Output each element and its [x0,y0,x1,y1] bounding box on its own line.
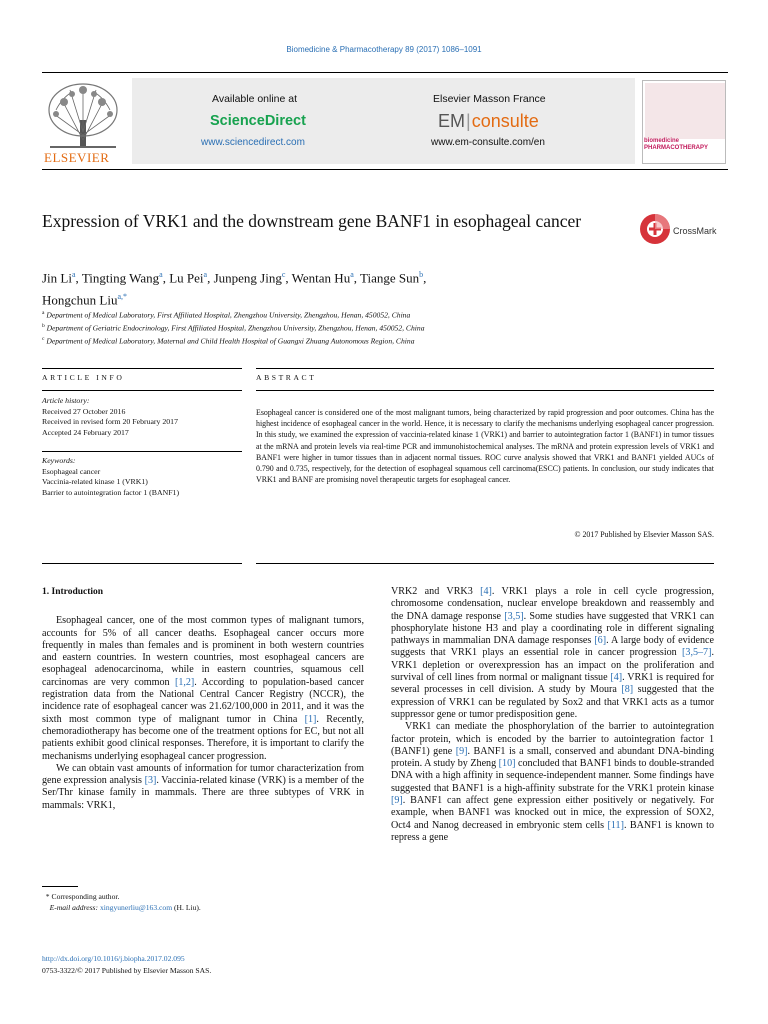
abstract-rule [256,368,714,369]
em-logo-right: consulte [471,111,539,131]
author-name: Tingting Wang [81,270,160,286]
author-affiliation-mark[interactable]: a [159,270,163,279]
info-rule-2 [42,390,242,391]
author-name: Lu Pei [169,270,204,286]
paragraph: VRK2 and VRK3 [4]. VRK1 plays a role in cell cycle progression, chromosome condensation, nuclear envelope breakdown and reassembly and the DNA damage response [3,5]. Some studies have suggested that VRK1 can phosphorylate histone H3 and play a coordinating role in different signaling pathways in mammalian DNA damage responses [6]. A large body of evidence suggests that VRK1 plays an essential role in cancer progression [3,5–7]. VRK1 depletion or overexpression has an impact on the proliferation and survival of cell lines from normal or malignant tissue [4]. VRK1 is required for several processes in cell division. A study by Moura [8] suggested that the expression of VRK1 can be regulated by Sox2 and that VRK1 acts as a tumor suppressor gene or tumor predisposition gene. [391,586,714,720]
sciencedirect-logo[interactable]: ScienceDirect [210,113,306,129]
em-logo-separator: | [466,111,471,131]
info-divider [42,438,242,452]
citation-link[interactable]: [9] [455,745,468,757]
author-affiliation-mark[interactable]: a [203,270,208,279]
affiliations [42,308,642,347]
paragraph: VRK1 can mediate the phosphorylation of the barrier to autointegration factor protein, which is encoded by the barrier to autointegration factor 1 (BANF1) gene [9]. BANF1 is a small, conserved and abundant DNA-binding protein. A study by Zheng [10] concluded that BANF1 binds to double-stranded DNA with a high affinity in sequence-independent manner. Some findings have suggested that BANF1 is a high-affinity substrate for the VRK1 protein kinase [9]. BANF1 can affect gene expression either positively or negatively. For example, when BANF1 was knocked out in mice, the expression of SOX2, Oct4 and Nanog decreased in embryonic stem cells [11]. BANF1 is known to repress a gene [391,721,714,843]
em-publisher-label: Elsevier Masson France [433,93,546,105]
citation-link[interactable]: [6] [594,635,607,647]
citation-link[interactable]: [4] [610,672,623,684]
affiliation-line: $^b$ Department of Geriatric Endocrinology, First Affiliated Hospital, Zhengzhou University, Zhengzhou, Henan, 450052, China [42,323,425,333]
em-consulte-url[interactable]: www.em-consulte.com/en [431,137,545,148]
email-note: E-mail address: xingyunerliu@163.com (H. Liu). [49,903,201,912]
keyword-item: Esophageal cancer [42,466,101,476]
info-rule [42,368,242,369]
author-list: Jin Li$^a$, Tingting Wang$^a$, Lu Pei$^a$, Junpeng Jing$^c$, Wentan Hu$^a$, Tiange Sun$^b$, Hongchun Liu$^{a,*}$ [42,270,427,308]
body-column-left [42,586,364,812]
footnote-rule [42,886,78,887]
author-affiliation-mark[interactable]: a [350,270,354,279]
issn-line: 0753-3322/© 2017 Published by Elsevier Masson SAS. [42,966,212,975]
citation-link[interactable]: [1,2] [174,676,195,688]
author-name: Tiange Sun [360,270,420,286]
history-label: Article history: [42,396,90,405]
citation-link[interactable]: [9] [391,795,403,807]
author-affiliation-mark[interactable]: a [71,270,76,279]
sciencedirect-url[interactable]: www.sciencedirect.com [201,137,305,148]
paragraph: We can obtain vast amounts of information for tumor characterization from gene expression analysis [3]. Vaccinia-related kinase (VRK) is a member of the Ser/Thr kinase family in mammals. There are three subtypes of VRK in mammals: VRK1, [42,762,364,811]
keyword-item: Vaccinia-related kinase 1 (VRK1) [42,477,148,486]
cover-title: biomedicine PHARMACOTHERAPY [644,138,709,151]
author-name: Junpeng Jing [213,270,282,286]
em-logo-left: EM [438,111,465,131]
citation-link[interactable]: [10] [498,758,516,770]
author-name: Hongchun Liu [42,292,118,308]
article-info [42,396,242,498]
body-rule-left [42,563,242,564]
author-name: Wentan Hu [291,270,351,286]
email-link[interactable]: xingyunerliu@163.com [99,903,173,912]
em-consulte-logo[interactable] [438,111,539,132]
body-column-right [391,586,714,844]
available-online-label: Available online at [212,93,298,105]
citation-link[interactable]: [3,5–7] [682,647,712,659]
citation-link[interactable]: [3,5] [504,610,524,622]
citation-link[interactable]: [3] [144,775,157,787]
citation-link[interactable]: [8] [621,684,634,696]
author-affiliation-mark[interactable]: b [419,270,424,279]
footnote [42,891,342,913]
abstract-rule-2 [256,390,714,391]
article-info-heading: ARTICLE INFO [42,373,125,382]
availability-banner [132,78,635,164]
citation-link[interactable]: [4] [480,586,492,597]
abstract-heading: ABSTRACT [256,373,317,382]
keywords-label: Keywords: [42,456,76,465]
author-affiliation-mark[interactable]: c [281,270,286,279]
crossmark-label[interactable]: CrossMark [673,226,717,236]
author-name: Jin Li [42,270,72,286]
author-affiliation-mark[interactable]: a,* [117,292,128,302]
history-accepted: Accepted 24 February 2017 [42,427,129,437]
affiliation-line: $^c$ Department of Medical Laboratory, Maternal and Child Health Hospital of Guangxi Zhuang Autonomous Region, China [42,336,415,346]
history-received: Received 27 October 2016 [42,406,126,416]
article-title: Expression of VRK1 and the downstream gene BANF1 in esophageal cancer [42,211,582,231]
abstract-text: Esophageal cancer is considered one of the most malignant tumors, being characterized by rapid progression and poor outcomes. China has the highest incidence of esophageal cancer in the world. Hence, it is necessary to clarify the mechanisms underlying esophageal cancer progression. In this study, we examined the expression of vaccinia-related kinase 1 (VRK1) and barrier to autointegration factor 1 (BANF1) in tumor tissues at the mRNA and protein levels via real-time PCR and immunohistochemical analyses. The mRNA and protein expression levels of VRK1 and BANF1 were higher in tumor tissues than in adjacent normal tissues. ROC curve analysis showed that VRK1 and BANF1 yielded AUCs of 0.790 and 0.735, respectively, for the detection of esophageal squamous cell carcinoma(ESCC) patients. In conclusion, our study indicates that VRK1 and BANF are promising novel therapeutic targets for esophageal cancer. [256,408,714,485]
affiliation-line: $^a$ Department of Medical Laboratory, First Affiliated Hospital, Zhengzhou University, Zhengzhou, Henan, 450052, China [42,310,411,320]
citation-link[interactable]: [11] [607,819,624,831]
cover-graphic [645,83,725,139]
corresponding-note: * Corresponding author. [42,892,120,901]
body-rule-right [256,563,714,564]
journal-reference[interactable]: Biomedicine & Pharmacotherapy 89 (2017) 1086–1091 [286,45,482,54]
abstract-copyright: © 2017 Published by Elsevier Masson SAS. [574,530,714,539]
section-heading: 1. Introduction [42,587,104,597]
citation-link[interactable]: [1] [304,713,317,725]
keyword-item: Barrier to autointegration factor 1 (BANF1) [42,487,180,497]
history-revised: Received in revised form 20 February 2017 [42,417,178,426]
paragraph: Esophageal cancer, one of the most common types of malignant tumors, accounts for 5% of all cancer deaths. Esophageal cancer occurs more frequently in males than females and is prominent in both western countries and eastern countries. In western countries, most esophageal cancers are esophageal adenocarcinoma, while in eastern countries, squamous cell carcinomas are very common [1,2]. According to population-based cancer registration data from the National Central Cancer Registry (NCCR), the incidence rate of esophageal cancer was 21.62/100,000 in 2011, and it was the sixth most common type of malignant tumor in China [1]. Recently, chemoradiotherapy has become one of the treatment options for EC, but not all patients exhibit good clinical responses. Therefore, it is important to clarify the mechanisms underlying esophageal cancer progression. [42,615,364,762]
doi-link[interactable]: http://dx.doi.org/10.1016/j.biopha.2017.02.095 [42,954,185,963]
elsevier-wordmark: ELSEVIER [44,150,110,165]
